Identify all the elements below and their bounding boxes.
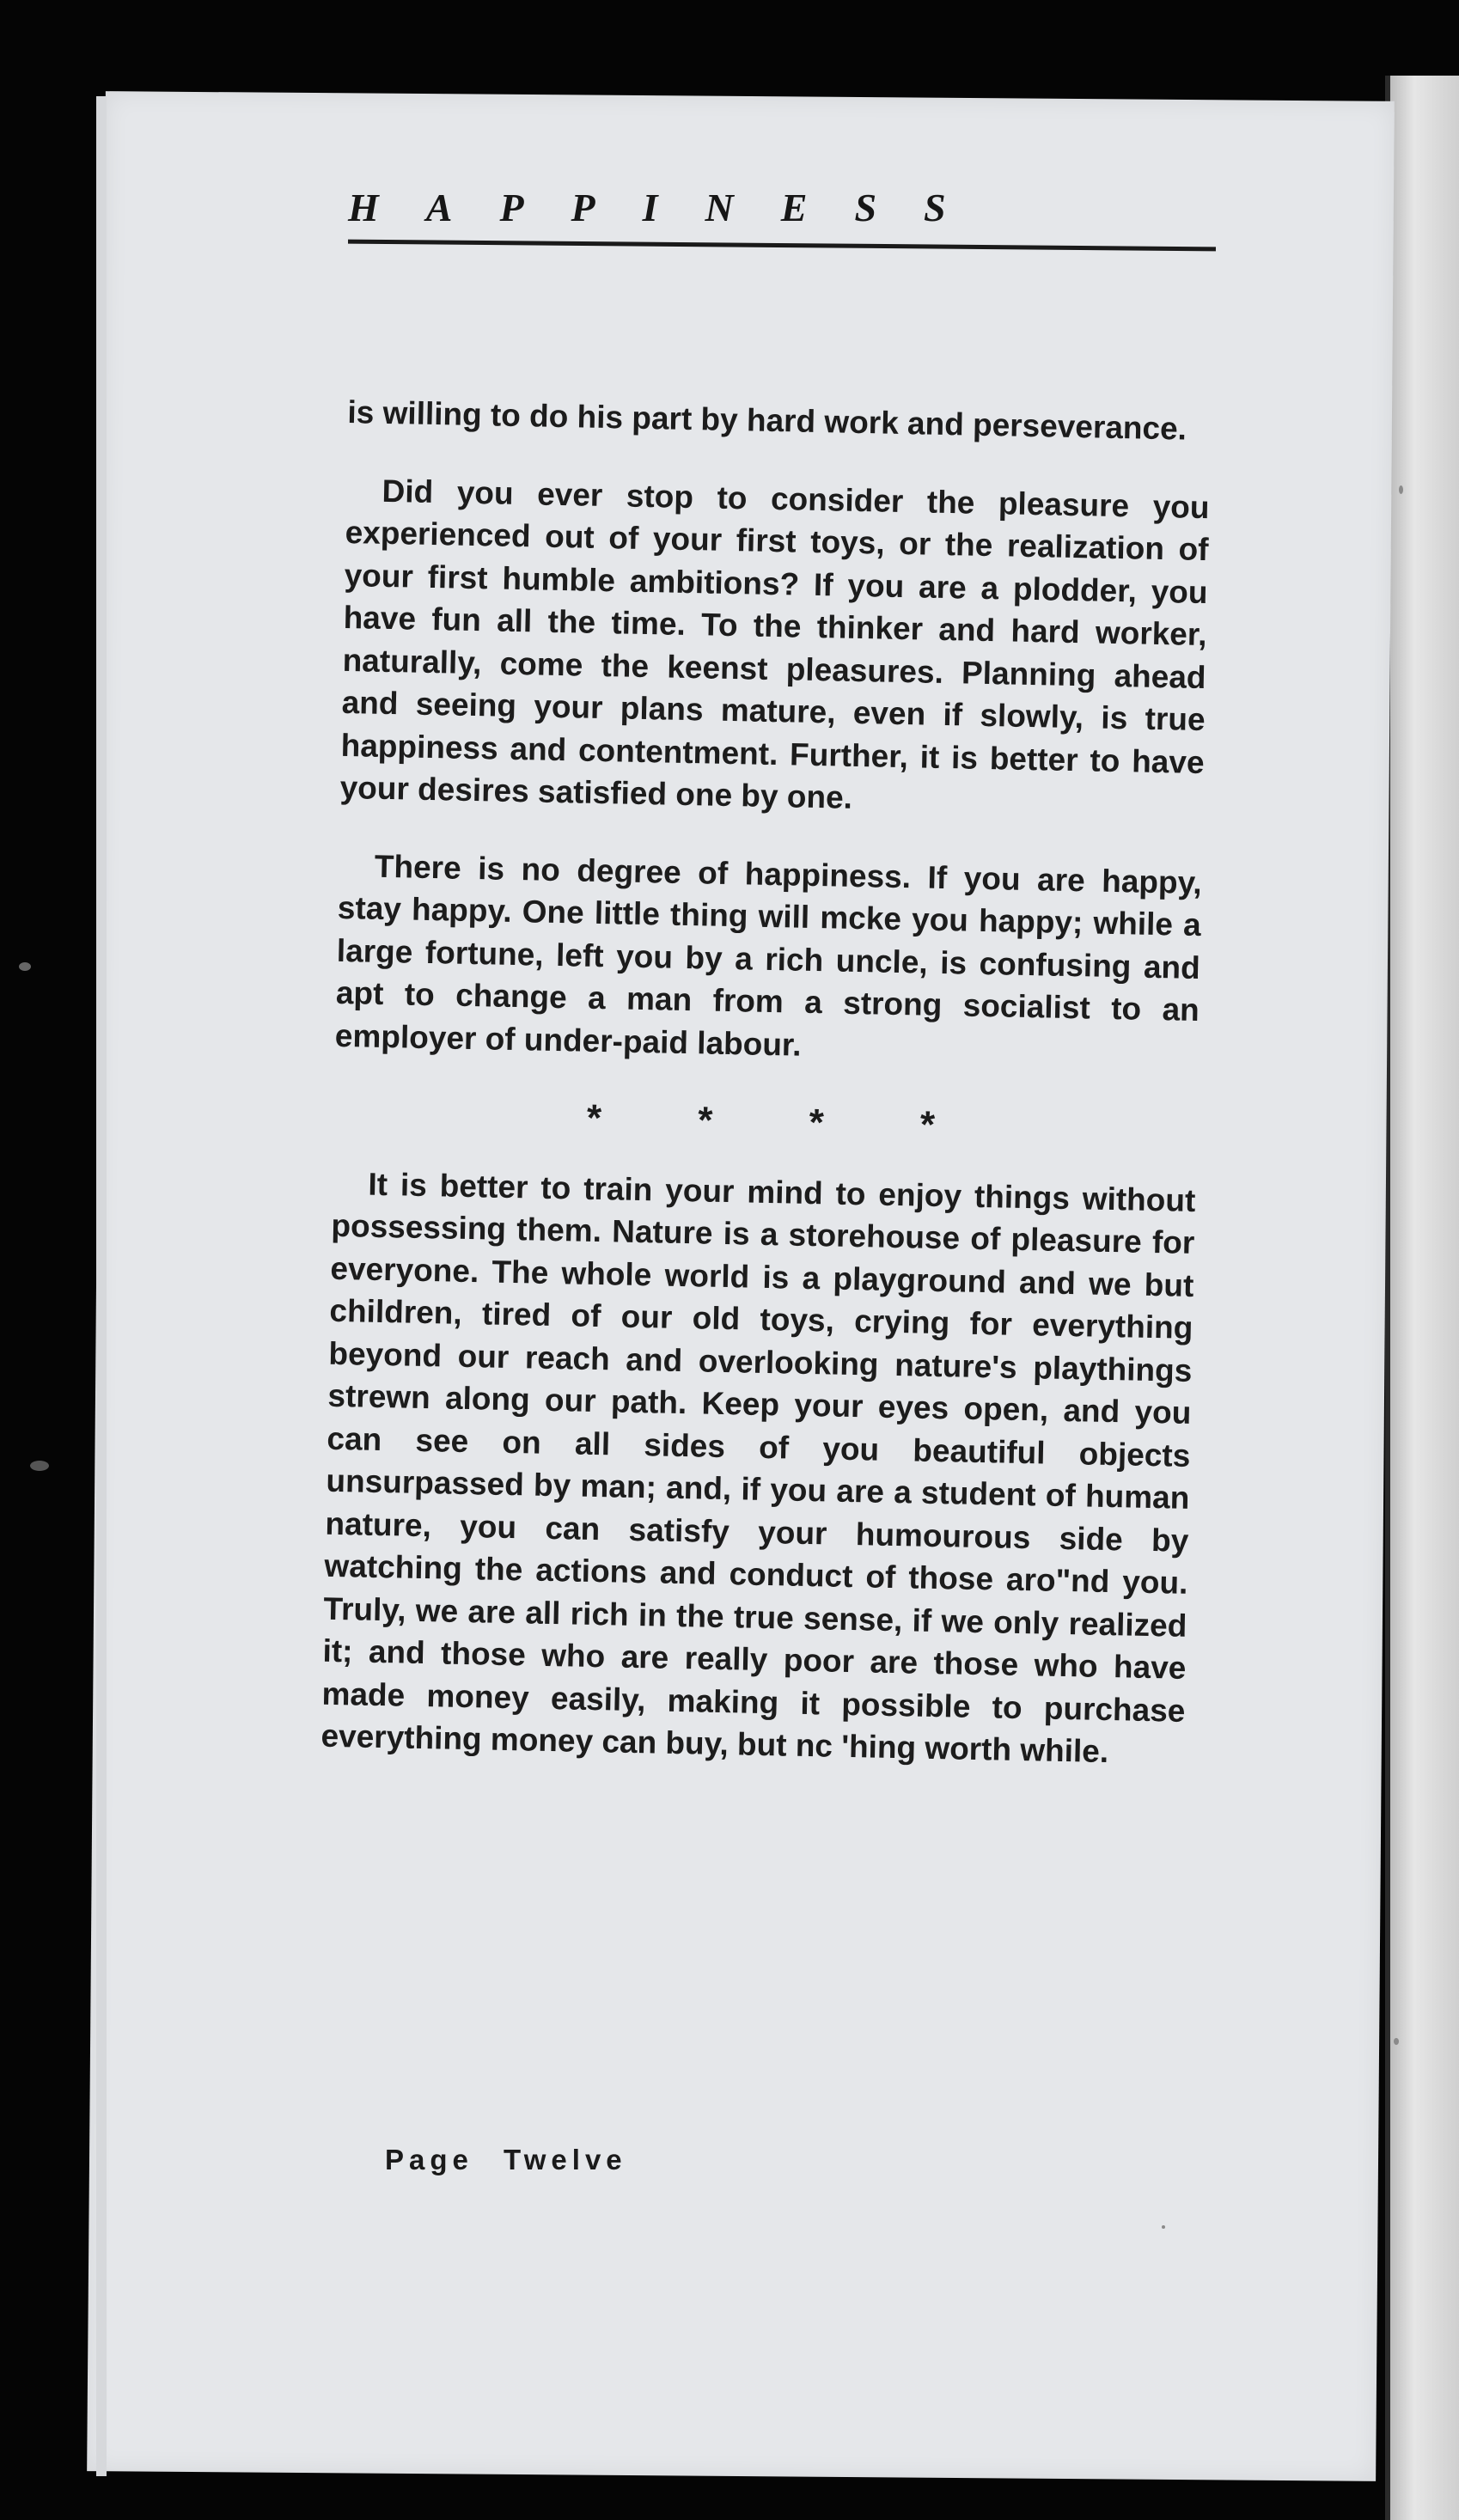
page-folio: Page Twelve [385,2144,627,2175]
scan-speck [1162,2225,1165,2229]
running-head [348,185,1216,271]
paragraph: There is no degree of happiness. If you are happy, stay happy. One little thing will mcke you happy; while a large fortune, left you by a rich uncle, is confusing and apt to change a man from a strong socialist to an employer of under-paid labour. [334,848,1203,1063]
paragraph: It is better to train your mind to enjoy things without possessing them. Nature is a storehouse of pleasure for everyone. The whole world is a playground and we but children, tired of our old toys, crying for everything beyond our reach and overlooking nature's playthings strewn along our path. Keep your eyes open, and you can see on all sides of you beautiful objects unsurpassed by man; and, if you are a student of human nature, you can satisfy your humourous side by watching the actions and conduct of those aro"nd you. Truly, we are all rich in the true sense, if we only realized it; and those who are really poor are those who have made money easily, making it possible to purchase everything money can buy, but nc 'hing worth while. [320,1166,1196,1770]
body-text [320,391,1212,1809]
paragraph-continued: is willing to do his part by hard work and perseverance. [347,394,1187,447]
adjacent-page-edge [1390,76,1459,2520]
section-separator: * * * * [586,1096,979,1147]
scan-speck [1394,2038,1399,2045]
paragraph: Did you ever stop to consider the pleasure you experienced out of your first toys, or the realization of your first humble ambitions? If you are a plodder, you have fun all the time. To the thinker and hard worker, naturally, come the keenst pleasures. Planning ahead and seeing your plans mature, even if slowly, is true happiness and contentment. Further, it is better to have your desires satisfied one by one. [339,473,1210,815]
scan-speck [19,962,31,971]
scan-speck [1399,485,1403,494]
running-head-rule [348,240,1216,252]
page-left-edge [96,96,107,2476]
scan-speck [30,1461,49,1471]
running-head-title: HAPPINESS [348,186,993,229]
